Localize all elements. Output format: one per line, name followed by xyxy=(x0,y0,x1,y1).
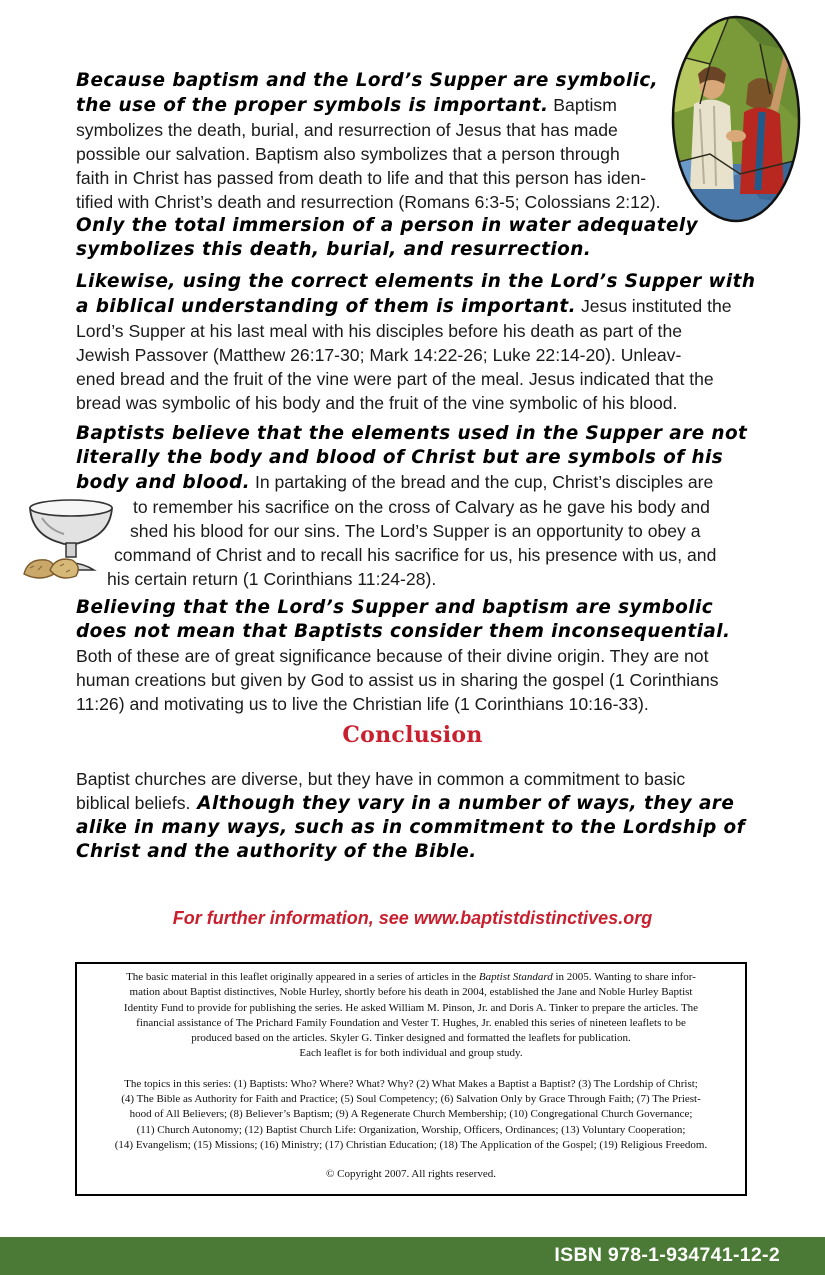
body-line: shed his blood for our sins. The Lord’s Supper is an opportunity to obey a xyxy=(130,521,701,541)
baptism-stained-glass-image xyxy=(670,14,802,224)
body-line: ened bread and the fruit of the vine were part of the meal. Jesus indicated that the xyxy=(76,369,714,389)
body-line: faith in Christ has passed from death to life and that this person has iden- xyxy=(76,168,647,188)
emphasis-line: does not mean that Baptists consider them inconsequential. xyxy=(76,621,731,642)
emphasis-line: literally the body and blood of Christ but are symbols of his xyxy=(76,447,724,468)
body-text: In partaking of the bread and the cup, Christ’s disciples are xyxy=(250,472,714,492)
copyright-notice: © Copyright 2007. All rights reserved. xyxy=(326,1168,496,1181)
info-line: Each leaflet is for both individual and group study. xyxy=(299,1047,523,1060)
emphasis-line: a biblical understanding of them is important. xyxy=(76,296,577,317)
body-line: his certain return (1 Corinthians 11:24-28). xyxy=(107,569,437,589)
emphasis-line: Only the total immersion of a person in water adequately xyxy=(76,215,699,236)
body-text: Baptism xyxy=(548,95,617,115)
conclusion-heading: Conclusion xyxy=(342,722,483,748)
emphasis-line: body and blood. xyxy=(76,472,251,493)
paragraph-symbols-of-body-and-blood xyxy=(76,422,756,591)
info-line: produced based on the articles. Skyler G. Tinker designed and formatted the leaflets for publication. xyxy=(191,1032,631,1045)
body-line: Jewish Passover (Matthew 26:17-30; Mark 14:22-26; Luke 22:14-20). Unleav- xyxy=(76,345,682,365)
body-line: Both of these are of great significance because of their divine origin. They are not xyxy=(76,646,709,666)
publication-info-box xyxy=(75,962,747,1196)
body-line: Baptist churches are diverse, but they have in common a commitment to basic xyxy=(76,769,686,789)
body-line: possible our salvation. Baptism also symbolizes that a person through xyxy=(76,144,620,164)
body-line: 11:26) and motivating us to live the Christian life (1 Corinthians 10:16-33). xyxy=(76,694,649,714)
topics-line: The topics in this series: (1) Baptists: Who? Where? What? Why? (2) What Makes a Baptist a Baptist? (3) The Lordship of Christ; xyxy=(124,1077,698,1090)
info-line xyxy=(83,970,739,985)
emphasis-line: Likewise, using the correct elements in the Lord’s Supper with xyxy=(76,271,756,292)
further-information-link[interactable]: For further information, see www.baptistdistinctives.org xyxy=(172,908,653,928)
body-line: command of Christ and to recall his sacrifice for us, his presence with us, and xyxy=(114,545,717,565)
body-line: symbolizes the death, burial, and resurrection of Jesus that has made xyxy=(76,120,618,140)
emphasis-line: Although they vary in a number of ways, they are xyxy=(190,793,735,814)
emphasis-line: Baptists believe that the elements used in the Supper are not xyxy=(76,423,748,444)
topics-line: (11) Church Autonomy; (12) Baptist Church Life: Organization, Worship, Officers, Ordinances; (13) Voluntary Cooperation; xyxy=(136,1123,686,1136)
body-line: bread was symbolic of his body and the fruit of the vine symbolic of his blood. xyxy=(76,393,678,413)
body-line: tified with Christ’s death and resurrection (Romans 6:3-5; Colossians 2:12). xyxy=(76,192,661,212)
body-text: Jesus instituted the xyxy=(576,296,732,316)
body-line: human creations but given by God to assist us in sharing the gospel (1 Corinthians xyxy=(76,670,719,690)
isbn-label: ISBN 978-1-934741-12-2 xyxy=(554,1244,780,1266)
topics-line: (14) Evangelism; (15) Missions; (16) Ministry; (17) Christian Education; (18) The Application of the Gospel; (19) Religious Freedom. xyxy=(114,1138,708,1151)
info-line: mation about Baptist distinctives, Noble Hurley, shortly before his death in 2004, established the Jane and Noble Hurley Baptist xyxy=(129,986,693,999)
info-line: Identity Fund to provide for publishing the series. He asked William M. Pinson, Jr. and Doris A. Tinker to prepare the articles. The xyxy=(123,1001,699,1014)
paragraph-conclusion xyxy=(76,767,756,864)
paragraph-baptism-symbols xyxy=(76,69,699,262)
emphasis-line: the use of the proper symbols is important. xyxy=(76,95,549,116)
info-text: in 2005. Wanting to share infor- xyxy=(552,971,696,983)
info-line: financial assistance of The Prichard Family Foundation and Vester T. Hughes, Jr. enabled this series of nineteen leaflets to be xyxy=(136,1016,686,1029)
footer-bar xyxy=(0,1237,825,1275)
body-line: Lord’s Supper at his last meal with his disciples before his death as part of the xyxy=(76,321,683,341)
emphasis-line: alike in many ways, such as in commitment to the Lordship of xyxy=(76,817,746,838)
topics-line: hood of All Believers; (8) Believer’s Baptism; (9) A Regenerate Church Membership; (10) Congregational Church Governance; xyxy=(129,1108,693,1121)
emphasis-line: symbolizes this death, burial, and resurrection. xyxy=(76,239,592,260)
emphasis-line: Because baptism and the Lord’s Supper are symbolic, xyxy=(76,70,659,91)
body-text: biblical beliefs. xyxy=(76,793,191,813)
emphasis-line: Christ and the authority of the Bible. xyxy=(76,841,477,862)
body-line: to remember his sacrifice on the cross of Calvary as he gave his body and xyxy=(133,497,710,517)
emphasis-line: Believing that the Lord’s Supper and baptism are symbolic xyxy=(76,597,714,618)
paragraph-lords-supper-elements xyxy=(76,270,756,415)
info-text: The basic material in this leaflet originally appeared in a series of articles in the xyxy=(126,971,479,983)
topics-line: (4) The Bible as Authority for Faith and Practice; (5) Soul Competency; (6) Salvation Only by Grace Through Faith; (7) The Priest- xyxy=(121,1093,701,1106)
publication-title: Baptist Standard xyxy=(478,971,553,983)
paragraph-not-inconsequential xyxy=(76,596,756,716)
